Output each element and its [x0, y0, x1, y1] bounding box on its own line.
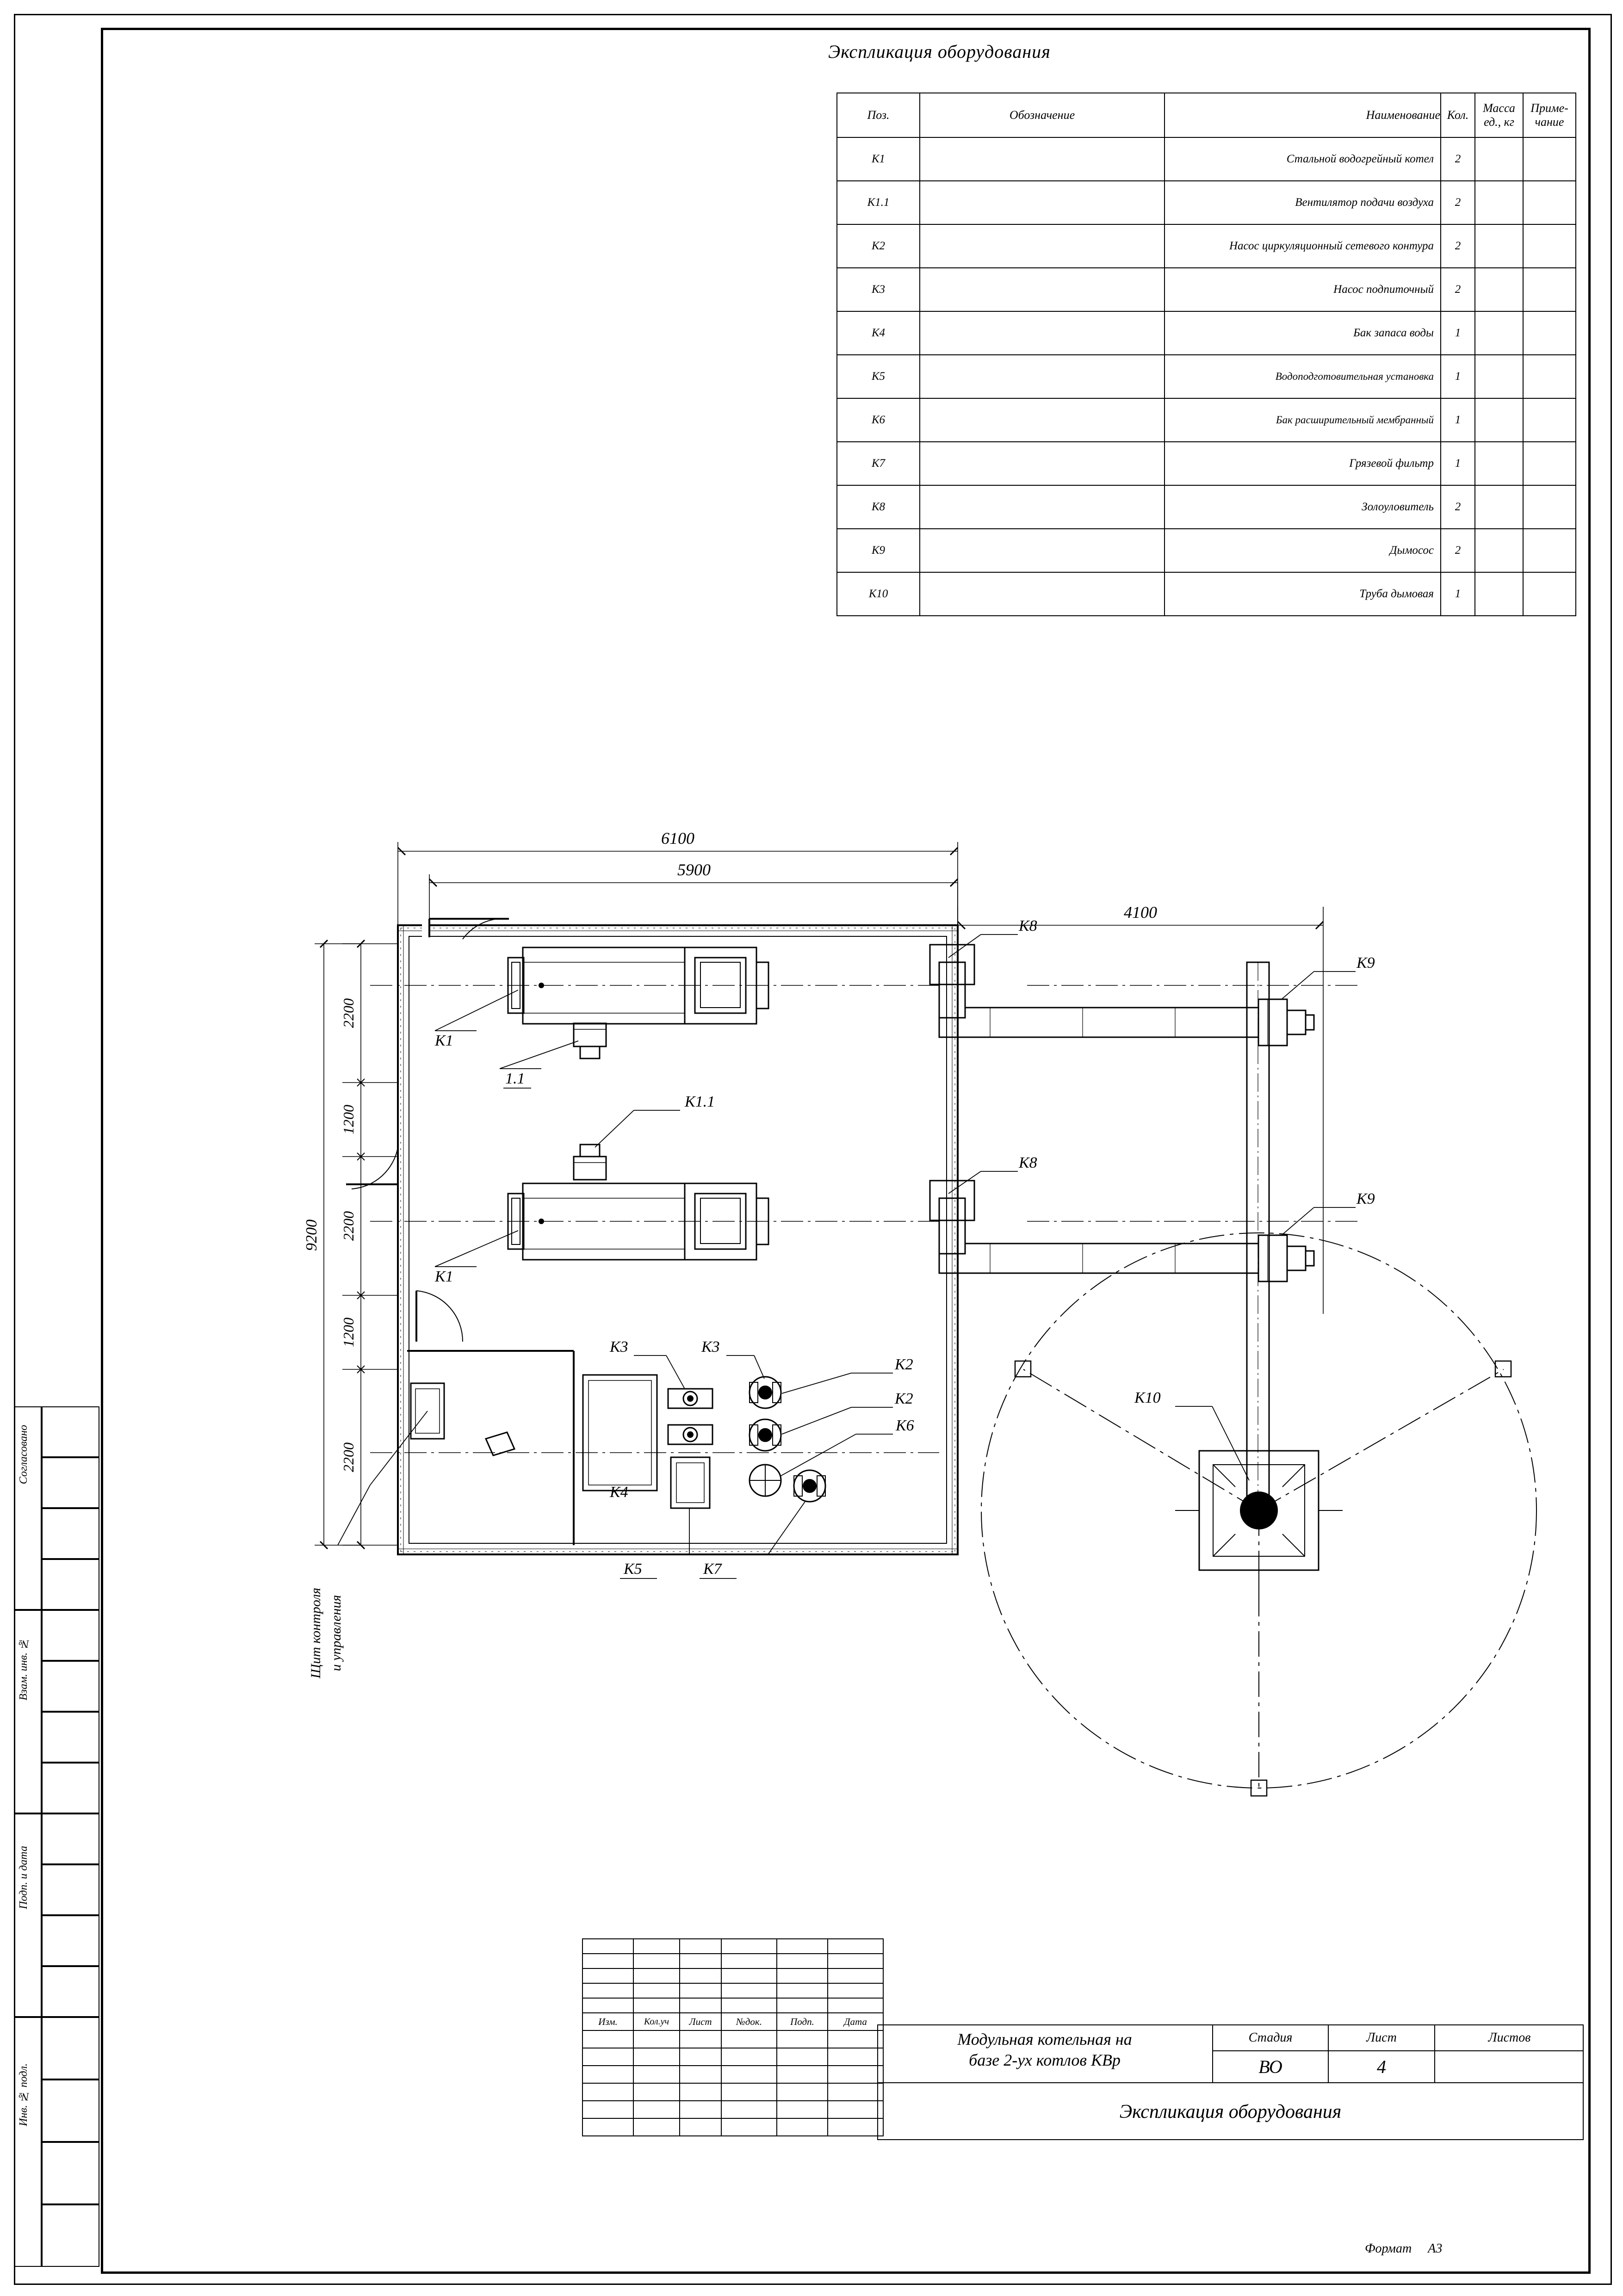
equipment-spec-table — [836, 93, 1576, 616]
spec-cell-massa — [1475, 529, 1523, 572]
spec-cell-massa — [1475, 181, 1523, 224]
stage-header-row — [1212, 2024, 1584, 2051]
svg-text:К8: К8 — [1019, 917, 1037, 934]
spec-cell-name: Насос циркуляционный сетевого контура — [1165, 224, 1441, 268]
spec-cell-poz: К1 — [837, 137, 920, 181]
spec-cell-prim — [1523, 311, 1576, 355]
svg-text:К8: К8 — [1019, 1154, 1037, 1171]
svg-text:К3: К3 — [610, 1338, 628, 1355]
rev-col-data: Дата — [828, 2013, 883, 2030]
flue-duct-lower — [930, 1181, 1314, 1281]
expansion-vessel — [750, 1465, 781, 1496]
spec-cell-name: Насос подпиточный — [1165, 268, 1441, 311]
spec-cell-oboz — [920, 529, 1165, 572]
svg-text:К4: К4 — [610, 1484, 628, 1501]
svg-text:К7: К7 — [703, 1560, 722, 1578]
spec-cell-kol: 1 — [1441, 398, 1475, 442]
spec-cell-prim — [1523, 224, 1576, 268]
stage-value-row — [1212, 2051, 1584, 2082]
table-row — [582, 2118, 883, 2136]
table-row — [582, 2101, 883, 2118]
side-cell-b2 — [42, 1661, 99, 1712]
side-cell-d3 — [42, 2142, 99, 2204]
spec-cell-poz: К2 — [837, 224, 920, 268]
spec-cell-name: Бак расширительный мембранный — [1165, 398, 1441, 442]
svg-text:6100: 6100 — [661, 829, 694, 848]
spec-cell-massa — [1475, 311, 1523, 355]
spec-cell-prim — [1523, 529, 1576, 572]
spec-cell-name: Стальной водогрейный котел — [1165, 137, 1441, 181]
spec-cell-oboz — [920, 224, 1165, 268]
svg-text:4100: 4100 — [1124, 903, 1157, 922]
svg-text:К1: К1 — [435, 1032, 453, 1049]
format-label: Формат — [1365, 2241, 1412, 2256]
spec-cell-oboz — [920, 572, 1165, 616]
spec-cell-massa — [1475, 268, 1523, 311]
table-row — [837, 442, 1576, 485]
spec-cell-kol: 2 — [1441, 137, 1475, 181]
svg-text:К6: К6 — [896, 1417, 914, 1434]
spec-cell-name: Бак запаса воды — [1165, 311, 1441, 355]
side-box-4 — [14, 2017, 42, 2267]
svg-text:К1.1: К1.1 — [685, 1093, 715, 1110]
boiler-lower — [508, 1145, 768, 1260]
spec-header-massa-line2: ед., кг — [1484, 115, 1514, 129]
spec-cell-kol: 1 — [1441, 572, 1475, 616]
table-row — [582, 1983, 883, 1998]
spec-table-title: Экспликация оборудования — [828, 41, 1051, 62]
spec-cell-prim — [1523, 268, 1576, 311]
table-row — [837, 268, 1576, 311]
side-cell-b3 — [42, 1712, 99, 1763]
spec-header-kol: Кол. — [1441, 93, 1475, 137]
spec-cell-prim — [1523, 137, 1576, 181]
project-name-line2: базе 2-ух котлов КВр — [969, 2051, 1121, 2069]
spec-cell-poz: К7 — [837, 442, 920, 485]
spec-cell-name: Труба дымовая — [1165, 572, 1441, 616]
table-row — [837, 529, 1576, 572]
spec-cell-oboz — [920, 268, 1165, 311]
feed-pumps — [668, 1389, 712, 1444]
side-cell-d2 — [42, 2079, 99, 2142]
side-cell-d4 — [42, 2204, 99, 2267]
spec-cell-prim — [1523, 572, 1576, 616]
project-name-line1: Модульная котельная на — [957, 2030, 1132, 2048]
table-row — [837, 181, 1576, 224]
side-cell-c2 — [42, 1864, 99, 1915]
table-row — [837, 311, 1576, 355]
table-row — [582, 1954, 883, 1968]
spec-header-oboz: Обозначение — [920, 93, 1165, 137]
spec-cell-massa — [1475, 572, 1523, 616]
table-row — [837, 485, 1576, 529]
spec-cell-prim — [1523, 398, 1576, 442]
svg-text:9200: 9200 — [303, 1219, 320, 1251]
boiler-house-plan — [111, 823, 1545, 1934]
svg-text:К2: К2 — [895, 1356, 913, 1373]
svg-text:1200: 1200 — [340, 1318, 357, 1347]
svg-text:5900: 5900 — [677, 860, 711, 879]
spec-cell-massa — [1475, 398, 1523, 442]
spec-cell-kol: 1 — [1441, 311, 1475, 355]
svg-text:К9: К9 — [1357, 954, 1375, 972]
table-row — [582, 1998, 883, 2013]
table-row — [837, 355, 1576, 398]
spec-cell-oboz — [920, 355, 1165, 398]
spec-cell-name: Золоуловитель — [1165, 485, 1441, 529]
svg-text:2200: 2200 — [340, 1211, 357, 1241]
spec-cell-prim — [1523, 442, 1576, 485]
side-cell-d1 — [42, 2017, 99, 2079]
sheets-value — [1434, 2051, 1584, 2082]
spec-cell-name: Водоподготовительная установка — [1165, 355, 1441, 398]
table-row — [837, 572, 1576, 616]
side-cell-c1 — [42, 1813, 99, 1864]
side-stamp-column — [14, 28, 102, 2269]
spec-cell-poz: К6 — [837, 398, 920, 442]
svg-text:2200: 2200 — [340, 1442, 357, 1472]
table-row — [582, 2083, 883, 2101]
dirt-filter — [794, 1470, 825, 1502]
side-cell-a4 — [42, 1559, 99, 1610]
spec-cell-massa — [1475, 442, 1523, 485]
spec-cell-massa — [1475, 485, 1523, 529]
svg-text:К2: К2 — [895, 1390, 913, 1407]
spec-header-prim-line1: Приме- — [1530, 101, 1568, 115]
spec-header-massa — [1475, 93, 1523, 137]
table-row — [582, 2030, 883, 2048]
spec-cell-poz: К5 — [837, 355, 920, 398]
rev-col-ndok: №док. — [721, 2013, 777, 2030]
spec-cell-poz: К3 — [837, 268, 920, 311]
title-block — [582, 1938, 1584, 2230]
spec-cell-kol: 1 — [1441, 355, 1475, 398]
spec-cell-kol: 2 — [1441, 224, 1475, 268]
table-row — [582, 2066, 883, 2083]
side-cell-a3 — [42, 1508, 99, 1559]
spec-header-massa-line1: Масса — [1483, 101, 1515, 115]
side-label-podp-i-data: Подп. и дата — [18, 1846, 30, 1909]
svg-text:К9: К9 — [1357, 1190, 1375, 1207]
boiler-upper — [508, 947, 768, 1058]
spec-cell-kol: 2 — [1441, 485, 1475, 529]
spec-cell-kol: 1 — [1441, 442, 1475, 485]
svg-text:Щит контроля: Щит контроля — [308, 1587, 323, 1679]
rev-col-list: Лист — [680, 2013, 721, 2030]
document-title: Экспликация оборудования — [1119, 2101, 1342, 2123]
table-row — [582, 1939, 883, 1954]
format-value: А3 — [1428, 2241, 1443, 2256]
net-pumps — [750, 1377, 781, 1451]
spec-header-name: Наименование — [1165, 93, 1441, 137]
table-row — [582, 2048, 883, 2066]
sheet-value: 4 — [1328, 2051, 1434, 2082]
floor-device — [486, 1432, 514, 1455]
side-label-inv-podl: Инв. № подл. — [18, 2063, 30, 2126]
side-label-vzam-inv: Взам. инв. № — [18, 1638, 30, 1701]
table-row — [837, 137, 1576, 181]
spec-header-poz: Поз. — [837, 93, 920, 137]
rev-col-izm: Изм. — [582, 2013, 633, 2030]
project-name — [883, 2029, 1207, 2071]
flue-duct-upper — [930, 945, 1314, 1046]
spec-header-row — [837, 93, 1576, 137]
sheet-label: Лист — [1328, 2024, 1434, 2051]
table-row — [837, 224, 1576, 268]
side-cell-b1 — [42, 1610, 99, 1661]
svg-text:К5: К5 — [624, 1560, 642, 1578]
svg-text:2200: 2200 — [340, 998, 357, 1028]
spec-cell-oboz — [920, 485, 1165, 529]
spec-cell-poz: К1.1 — [837, 181, 920, 224]
spec-cell-massa — [1475, 355, 1523, 398]
spec-cell-massa — [1475, 224, 1523, 268]
spec-cell-name: Дымосос — [1165, 529, 1441, 572]
svg-text:1200: 1200 — [340, 1105, 357, 1134]
sheets-label: Листов — [1434, 2024, 1584, 2051]
side-cell-c3 — [42, 1915, 99, 1966]
side-cell-a1 — [42, 1406, 99, 1457]
revision-header-row — [582, 2013, 883, 2030]
spec-cell-kol: 2 — [1441, 529, 1475, 572]
format-note — [1365, 2241, 1442, 2256]
spec-cell-oboz — [920, 311, 1165, 355]
spec-cell-kol: 2 — [1441, 181, 1475, 224]
spec-cell-oboz — [920, 398, 1165, 442]
spec-cell-kol: 2 — [1441, 268, 1475, 311]
rev-col-koluch: Кол.уч — [633, 2013, 680, 2030]
svg-text:1.1: 1.1 — [505, 1070, 525, 1087]
spec-header-prim — [1523, 93, 1576, 137]
svg-text:К1: К1 — [435, 1268, 453, 1285]
stage-value: ВО — [1212, 2051, 1328, 2082]
spec-cell-prim — [1523, 485, 1576, 529]
spec-cell-oboz — [920, 137, 1165, 181]
side-box-3 — [14, 1813, 42, 2017]
spec-cell-poz: К4 — [837, 311, 920, 355]
svg-text:К3: К3 — [701, 1338, 720, 1355]
spec-cell-prim — [1523, 181, 1576, 224]
spec-cell-poz: К10 — [837, 572, 920, 616]
spec-cell-prim — [1523, 355, 1576, 398]
water-treatment — [671, 1457, 710, 1508]
spec-cell-poz: К8 — [837, 485, 920, 529]
rev-col-podp: Подп. — [777, 2013, 828, 2030]
water-tank — [583, 1375, 657, 1491]
side-label-soglasovano: Согласовано — [18, 1425, 30, 1485]
svg-text:К10: К10 — [1134, 1389, 1161, 1406]
spec-cell-name: Грязевой фильтр — [1165, 442, 1441, 485]
spec-cell-poz: К9 — [837, 529, 920, 572]
table-row — [837, 398, 1576, 442]
spec-cell-name: Вентилятор подачи воздуха — [1165, 181, 1441, 224]
side-cell-a2 — [42, 1457, 99, 1508]
side-cell-b4 — [42, 1763, 99, 1813]
spec-header-prim-line2: чание — [1535, 115, 1564, 129]
table-row — [582, 1968, 883, 1983]
side-cell-c4 — [42, 1966, 99, 2017]
spec-cell-oboz — [920, 442, 1165, 485]
spec-cell-oboz — [920, 181, 1165, 224]
svg-text:и управления: и управления — [328, 1595, 344, 1671]
spec-cell-massa — [1475, 137, 1523, 181]
stage-label: Стадия — [1212, 2024, 1328, 2051]
revision-table — [582, 1938, 884, 2136]
